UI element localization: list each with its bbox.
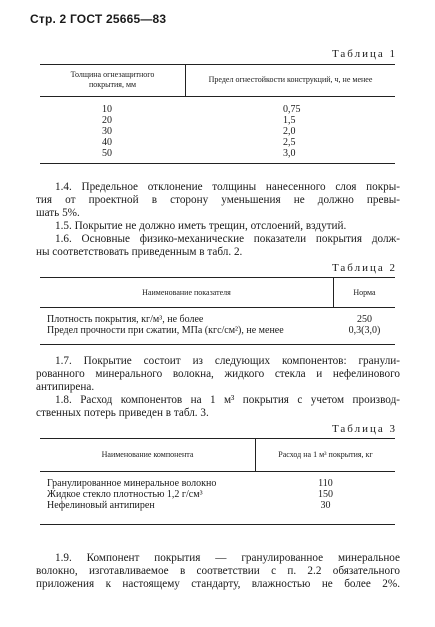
table2-row2-value: 0,3(3,0) bbox=[348, 325, 381, 336]
paragraph-line: 1.4. Предельное отклонение толщины нанесенного слоя покры- bbox=[55, 181, 400, 193]
table3-header-rule bbox=[40, 471, 395, 472]
table-cell: 40 bbox=[102, 137, 112, 148]
table-cell: 10 bbox=[102, 104, 112, 115]
paragraph-line: рованного минерального волокна, жидкого стекла и нефелинового bbox=[36, 368, 400, 380]
paragraph-line: 1.8. Расход компонентов на 1 м³ покрытия с учетом производ- bbox=[55, 394, 400, 406]
table1-top-rule bbox=[40, 64, 395, 65]
paragraph-line: 1.7. Покрытие состоит из следующих компонентов: гранули- bbox=[55, 355, 400, 367]
table-cell: Жидкое стекло плотностью 1,2 г/см³ bbox=[47, 489, 203, 500]
table3-top-rule bbox=[40, 438, 395, 439]
paragraph-line: тия от проектной в сторону уменьшения не должно превы- bbox=[36, 194, 400, 206]
paragraph-line: шать 5%. bbox=[36, 207, 80, 219]
paragraph-line: ны соответствовать приведенным в табл. 2. bbox=[36, 246, 243, 258]
paragraph-line: ственных потерь приведен в табл. 3. bbox=[36, 407, 209, 419]
table-cell: 30 bbox=[320, 500, 331, 511]
table2-col2-header: Норма bbox=[353, 288, 376, 297]
table3-values-column bbox=[256, 478, 395, 511]
table2-caption: Таблица 2 bbox=[331, 262, 397, 274]
table-cell: 3,0 bbox=[283, 148, 296, 159]
table2-col1-header: Наименование показателя bbox=[142, 288, 231, 297]
paragraph-line: антипирена. bbox=[36, 381, 95, 393]
table-cell: 1,5 bbox=[283, 115, 296, 126]
table-cell: 30 bbox=[102, 126, 112, 137]
table-cell: Нефелиновый антипирен bbox=[47, 500, 155, 511]
table-cell: 50 bbox=[102, 148, 112, 159]
table1-header-rule bbox=[40, 96, 395, 97]
table1-col2-header: Предел огнестойкости конструкций, ч, не менее bbox=[208, 75, 373, 84]
paragraph-line: 1.9. Компонент покрытия — гранулированное минеральное bbox=[55, 552, 400, 564]
table-cell: Гранулированное минеральное волокно bbox=[47, 478, 217, 489]
page-header: Стр. 2 ГОСТ 25665—83 bbox=[30, 12, 167, 26]
table-cell: 110 bbox=[318, 478, 333, 489]
table2-row1-name: Плотность покрытия, кг/м³, не более bbox=[47, 314, 204, 325]
table-cell: 2,0 bbox=[283, 126, 296, 137]
paragraph-line: 1.6. Основные физико-механические показатели покрытия долж- bbox=[55, 233, 400, 245]
table1-thickness-column bbox=[102, 104, 112, 159]
table-cell: 20 bbox=[102, 115, 112, 126]
table-cell: 0,75 bbox=[283, 104, 301, 115]
paragraph-line: приложения к настоящему стандарту, влажностью не более 2%. bbox=[36, 578, 400, 590]
table2-row2-name: Предел прочности при сжатии, МПа (кгс/см²), не менее bbox=[47, 325, 284, 336]
table1-bottom-rule bbox=[40, 163, 395, 164]
table3-col2-header: Расход на 1 м³ покрытия, кг bbox=[278, 450, 373, 459]
table3-names-column bbox=[47, 478, 216, 511]
paragraph-line: волокно, изготавливаемое в соответствии с п. 2.2 обязательного bbox=[36, 565, 400, 577]
table1-col1-header: Толщина огнезащитного покрытия, мм bbox=[70, 70, 155, 89]
table3-caption: Таблица 3 bbox=[331, 423, 397, 435]
table2-header-rule bbox=[40, 307, 395, 308]
table2-row1-value: 250 bbox=[357, 314, 372, 325]
table2-top-rule bbox=[40, 277, 395, 278]
table-cell: 2,5 bbox=[283, 137, 296, 148]
paragraph-line: 1.5. Покрытие не должно иметь трещин, отслоений, вздутий. bbox=[55, 220, 347, 232]
table1-limit-column bbox=[283, 104, 301, 159]
table-cell: 150 bbox=[318, 489, 333, 500]
table3-col1-header: Наименование компонента bbox=[101, 450, 194, 459]
table2-bottom-rule bbox=[40, 344, 395, 345]
table1-caption: Таблица 1 bbox=[331, 48, 397, 60]
table3-bottom-rule bbox=[40, 524, 395, 525]
